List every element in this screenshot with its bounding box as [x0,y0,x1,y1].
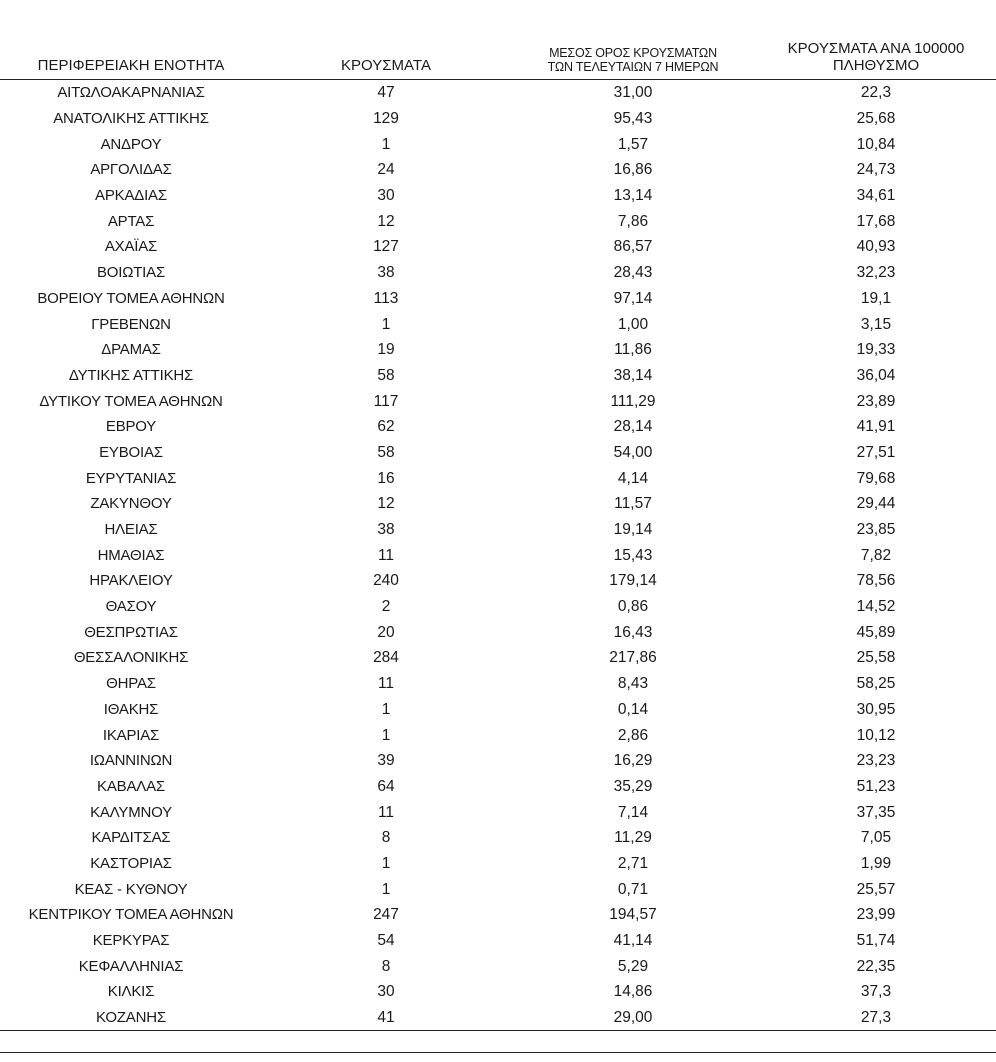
avg7-cell: 1,57 [617,135,649,153]
region-cell: ΘΕΣΠΡΩΤΙΑΣ [84,623,178,641]
region-cell: ΗΜΑΘΙΑΣ [97,546,165,564]
avg7-cell: 0,71 [617,880,649,898]
header-region: ΠΕΡΙΦΕΡΕΙΑΚΗ ΕΝΟΤΗΤΑ [0,26,262,80]
cases-cell: 20 [377,623,395,641]
cases-cell: 1 [381,880,391,898]
table-row [0,183,996,209]
header-avg7-line1: ΜΕΣΟΣ ΟΡΟΣ ΚΡΟΥΣΜΑΤΩΝ [549,45,717,60]
table-row [0,645,996,671]
header-per100k-line1: ΚΡΟΥΣΜΑΤΑ ΑΝΑ 100000 [787,39,965,57]
cases-cell: 24 [377,161,395,179]
table-row [0,722,996,748]
table-body [0,80,996,1031]
table-row [0,465,996,491]
per100k-cell: 51,74 [856,932,896,950]
per100k-cell: 34,61 [856,187,896,205]
avg7-cell: 97,14 [613,289,653,307]
cases-cell: 1 [381,854,391,872]
region-cell: ΕΒΡΟΥ [105,418,157,436]
cases-cell: 284 [373,649,399,667]
region-cell: ΘΗΡΑΣ [106,675,156,693]
per100k-cell: 3,15 [860,315,892,333]
cases-cell: 1 [381,135,391,153]
table-row [0,748,996,774]
cases-table [0,26,996,1031]
per100k-cell: 79,68 [856,469,896,487]
avg7-cell: 7,86 [617,212,649,230]
region-cell: ΚΙΛΚΙΣ [107,983,155,1001]
per100k-cell: 22,35 [856,957,896,975]
cases-cell: 11 [377,675,395,693]
header-row [0,26,996,80]
avg7-cell: 2,71 [617,854,649,872]
per100k-cell: 37,3 [860,983,892,1001]
region-cell: ΔΥΤΙΚΗΣ ΑΤΤΙΚΗΣ [68,366,194,384]
avg7-cell: 2,86 [617,726,649,744]
cases-cell: 30 [377,983,395,1001]
per100k-cell: 30,95 [856,700,896,718]
region-cell: ΒΟΙΩΤΙΑΣ [96,264,166,282]
per100k-cell: 10,84 [856,135,896,153]
region-cell: ΓΡΕΒΕΝΩΝ [91,315,171,333]
per100k-cell: 17,68 [856,212,896,230]
avg7-cell: 13,14 [613,187,653,205]
region-cell: ΗΡΑΚΛΕΙΟΥ [89,572,173,590]
header-per100k [756,26,996,80]
table-row [0,414,996,440]
region-cell: ΚΑΡΔΙΤΣΑΣ [91,829,171,847]
region-cell: ΕΥΒΟΙΑΣ [99,443,163,461]
table-row [0,131,996,157]
avg7-cell: 35,29 [613,777,653,795]
cases-cell: 127 [373,238,399,256]
cases-cell: 58 [377,366,395,384]
per100k-cell: 27,3 [756,1005,996,1031]
region-cell: ΚΑΒΑΛΑΣ [97,777,165,795]
header-cases: ΚΡΟΥΣΜΑΤΑ [262,26,510,80]
region-cell: ΚΟΖΑΝΗΣ [0,1005,262,1031]
region-cell: ΔΡΑΜΑΣ [101,341,161,359]
cases-cell: 1 [381,726,391,744]
region-cell: ΙΩΑΝΝΙΝΩΝ [89,752,173,770]
avg7-cell: 11,57 [614,495,652,513]
per100k-cell: 58,25 [856,675,896,693]
table-row [0,928,996,954]
region-cell: ΗΛΕΙΑΣ [104,521,158,539]
cases-cell: 38 [377,521,395,539]
per100k-cell: 23,89 [856,392,896,410]
table-row [0,851,996,877]
cases-cell: 247 [373,906,399,924]
per100k-cell: 19,33 [856,341,896,359]
per100k-cell: 7,82 [860,546,892,564]
table-row [0,619,996,645]
table-row [0,440,996,466]
per100k-cell: 10,12 [856,726,896,744]
per100k-cell: 25,58 [856,649,896,667]
header-per100k-line2: ΠΛΗΘΥΣΜΟ [832,57,920,75]
region-cell: ΖΑΚΥΝΘΟΥ [90,495,172,513]
per100k-cell: 40,93 [856,238,896,256]
cases-cell: 38 [377,264,395,282]
cases-cell: 12 [377,495,395,513]
avg7-cell: 38,14 [613,366,653,384]
avg7-cell: 31,00 [613,84,653,102]
avg7-cell: 4,14 [617,469,649,487]
table-row [0,157,996,183]
cases-cell: 64 [377,777,395,795]
per100k-cell: 23,85 [856,521,896,539]
cases-cell: 240 [373,572,399,590]
table-row [0,517,996,543]
table-row [0,979,996,1005]
avg7-cell: 217,86 [609,649,657,667]
table-row [0,594,996,620]
table-row [0,106,996,132]
table-row [0,876,996,902]
avg7-cell: 0,86 [617,598,649,616]
cases-cell: 117 [373,392,399,410]
avg7-cell: 54,00 [613,443,653,461]
table-row [0,799,996,825]
region-cell: ΕΥΡΥΤΑΝΙΑΣ [85,469,177,487]
cases-cell: 11 [377,803,395,821]
cases-cell: 1 [381,700,391,718]
region-cell: ΑΝΔΡΟΥ [100,135,162,153]
region-cell: ΑΡΓΟΛΙΔΑΣ [90,161,172,179]
table-row [0,363,996,389]
avg7-cell: 7,14 [617,803,649,821]
avg7-cell: 16,29 [613,752,653,770]
cases-cell: 113 [373,289,399,307]
region-cell: ΙΘΑΚΗΣ [103,700,159,718]
table-row [0,208,996,234]
cases-cell: 8 [381,829,391,847]
cases-cell: 12 [377,212,395,230]
cases-cell: 41 [262,1005,510,1031]
table-row [0,697,996,723]
region-cell: ΒΟΡΕΙΟΥ ΤΟΜΕΑ ΑΘΗΝΩΝ [37,289,225,307]
per100k-cell: 1,99 [860,854,892,872]
table-row [0,953,996,979]
table-row [0,311,996,337]
avg7-cell: 28,14 [613,418,653,436]
avg7-cell: 15,43 [613,546,653,564]
cases-cell: 129 [373,110,399,128]
table-row [0,902,996,928]
per100k-cell: 45,89 [856,623,896,641]
cases-cell: 19 [377,341,395,359]
table-row [0,234,996,260]
region-cell: ΘΕΣΣΑΛΟΝΙΚΗΣ [73,649,189,667]
cases-cell: 58 [377,443,395,461]
region-cell: ΚΑΣΤΟΡΙΑΣ [90,854,172,872]
per100k-cell: 78,56 [856,572,896,590]
per100k-cell: 24,73 [856,161,896,179]
header-avg7-line2: ΤΩΝ ΤΕΛΕΥΤΑΙΩΝ 7 ΗΜΕΡΩΝ [547,60,719,75]
per100k-cell: 51,23 [856,777,896,795]
cases-cell: 16 [377,469,395,487]
bottom-divider [0,1052,996,1053]
cases-cell: 2 [381,598,391,616]
avg7-cell: 19,14 [613,521,653,539]
per100k-cell: 7,05 [860,829,892,847]
cases-cell: 8 [381,957,391,975]
avg7-cell: 16,86 [613,161,653,179]
region-cell: ΘΑΣΟΥ [105,598,157,616]
per100k-cell: 32,23 [856,264,896,282]
region-cell: ΚΕΡΚΥΡΑΣ [92,932,170,950]
region-cell: ΑΡΤΑΣ [107,212,155,230]
per100k-cell: 19,1 [860,289,892,307]
cases-cell: 39 [377,752,395,770]
region-cell: ΙΚΑΡΙΑΣ [102,726,160,744]
avg7-cell: 5,29 [617,957,649,975]
region-cell: ΚΕΑΣ - ΚΥΘΝΟΥ [74,880,188,898]
region-cell: ΚΕΝΤΡΙΚΟΥ ΤΟΜΕΑ ΑΘΗΝΩΝ [28,906,234,924]
cases-cell: 30 [377,187,395,205]
avg7-cell: 11,86 [614,341,652,359]
table-row [0,825,996,851]
cases-cell: 54 [377,932,395,950]
avg7-cell: 16,43 [613,623,653,641]
header-avg7 [510,26,756,80]
region-cell: ΚΑΛΥΜΝΟΥ [90,803,172,821]
cases-cell: 62 [377,418,395,436]
per100k-cell: 14,52 [856,598,896,616]
region-cell: ΑΡΚΑΔΙΑΣ [95,187,167,205]
table-row [0,774,996,800]
avg7-cell: 111,29 [610,392,656,410]
table-row [0,337,996,363]
per100k-cell: 36,04 [856,366,896,384]
avg7-cell: 14,86 [613,983,653,1001]
avg7-cell: 1,00 [617,315,649,333]
avg7-cell: 179,14 [609,572,657,590]
table-row [0,286,996,312]
cases-cell: 47 [377,84,395,102]
table-row [0,1005,996,1031]
avg7-cell: 8,43 [617,675,649,693]
region-cell: ΑΙΤΩΛΟΑΚΑΡΝΑΝΙΑΣ [57,84,205,102]
cases-cell: 11 [377,546,395,564]
avg7-cell: 29,00 [510,1005,756,1031]
table-row [0,671,996,697]
region-cell: ΚΕΦΑΛΛΗΝΙΑΣ [78,957,184,975]
table-row [0,260,996,286]
region-cell: ΔΥΤΙΚΟΥ ΤΟΜΕΑ ΑΘΗΝΩΝ [39,392,223,410]
region-cell: ΑΝΑΤΟΛΙΚΗΣ ΑΤΤΙΚΗΣ [53,110,209,128]
table-row [0,80,996,106]
avg7-cell: 0,14 [617,700,649,718]
per100k-cell: 25,68 [856,110,896,128]
table-header [0,26,996,80]
per100k-cell: 23,23 [856,752,896,770]
avg7-cell: 28,43 [613,264,653,282]
table-row [0,568,996,594]
table-row [0,542,996,568]
per100k-cell: 25,57 [856,880,896,898]
cases-cell: 1 [381,315,391,333]
region-cell: ΑΧΑΪΑΣ [104,238,158,256]
avg7-cell: 11,29 [614,829,652,847]
table-row [0,491,996,517]
table-row [0,388,996,414]
avg7-cell: 95,43 [613,110,653,128]
avg7-cell: 41,14 [613,932,653,950]
per100k-cell: 22,3 [860,84,892,102]
per100k-cell: 41,91 [856,418,896,436]
per100k-cell: 23,99 [856,906,896,924]
avg7-cell: 86,57 [613,238,653,256]
per100k-cell: 27,51 [856,443,896,461]
per100k-cell: 29,44 [856,495,896,513]
per100k-cell: 37,35 [856,803,896,821]
avg7-cell: 194,57 [609,906,657,924]
